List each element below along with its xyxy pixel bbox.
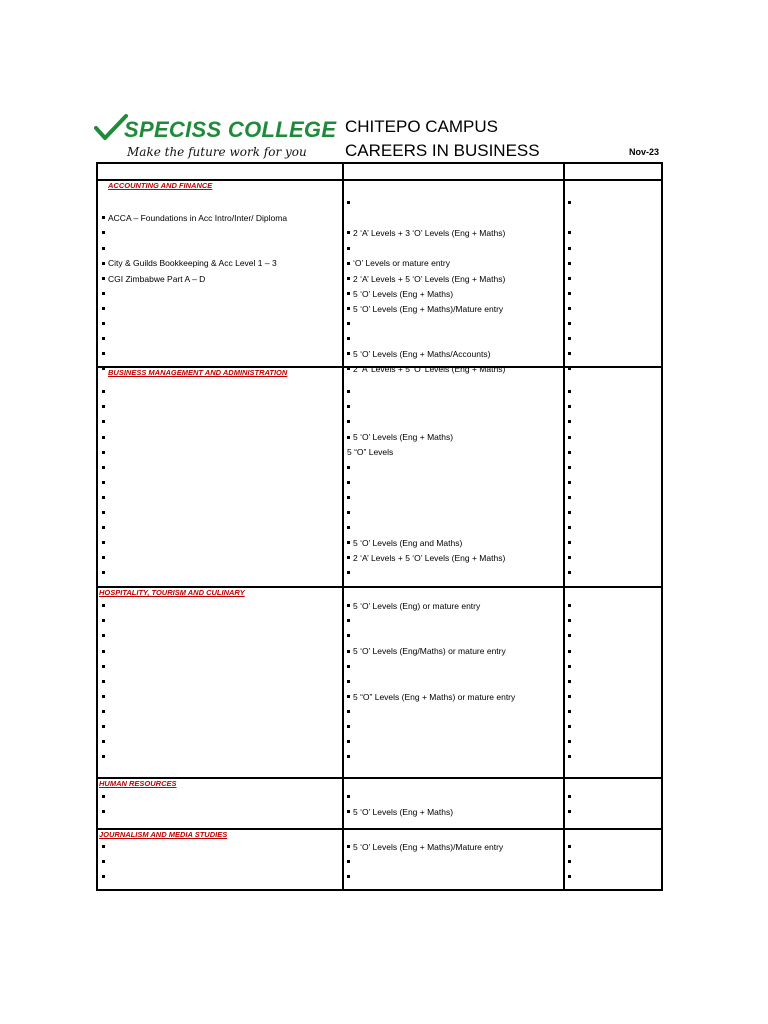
bullet-icon	[568, 262, 571, 265]
list-bullet	[347, 722, 353, 732]
list-bullet	[568, 349, 574, 359]
list-bullet	[347, 523, 353, 533]
bullet-icon	[347, 307, 350, 310]
bullet-icon	[102, 352, 105, 355]
cell-text: 5 ‘O’ Levels (Eng + Maths)/Mature entry	[353, 842, 504, 852]
bullet-icon	[347, 725, 350, 728]
list-bullet	[347, 568, 353, 578]
bullet-icon	[102, 810, 105, 813]
table-cell	[347, 601, 480, 611]
bullet-icon	[347, 571, 350, 574]
bullet-icon	[347, 680, 350, 683]
bullet-icon	[347, 634, 350, 637]
list-bullet	[347, 737, 353, 747]
bullet-icon	[102, 390, 105, 393]
bullet-icon	[102, 420, 105, 423]
campus-title: CHITEPO CAMPUS	[345, 117, 499, 136]
table-cell	[347, 432, 453, 442]
bullet-icon	[102, 556, 105, 559]
table-cell	[102, 274, 205, 284]
list-bullet	[102, 228, 108, 238]
bullet-icon	[102, 571, 105, 574]
list-bullet	[347, 493, 353, 503]
cell-text: 5 ‘O’ Levels (Eng + Maths)	[353, 807, 454, 818]
section-heading: ACCOUNTING AND FINANCE	[108, 181, 213, 190]
list-bullet	[102, 478, 108, 488]
table-column-rule	[342, 162, 344, 891]
bullet-icon	[347, 322, 350, 325]
bullet-icon	[568, 755, 571, 758]
bullet-icon	[347, 875, 350, 878]
list-bullet	[568, 478, 574, 488]
bullet-icon	[102, 680, 105, 683]
cell-text: ACCA – Foundations in Acc Intro/Inter/ Diploma	[108, 213, 288, 224]
list-bullet	[568, 661, 574, 671]
bullet-icon	[568, 875, 571, 878]
bullet-icon	[102, 496, 105, 499]
checkmark-icon	[94, 114, 128, 144]
bullet-icon	[568, 795, 571, 798]
bullet-icon	[347, 695, 350, 698]
bullet-icon	[568, 292, 571, 295]
list-bullet	[102, 387, 108, 397]
list-bullet	[347, 198, 353, 208]
document-date: Nov-23	[629, 147, 660, 157]
table-cell	[347, 692, 515, 702]
bullet-icon	[102, 322, 105, 325]
list-bullet	[568, 601, 574, 611]
bullet-icon	[102, 795, 105, 798]
list-bullet	[347, 402, 353, 412]
bullet-icon	[102, 231, 105, 234]
list-bullet	[102, 319, 108, 329]
bullet-icon	[568, 740, 571, 743]
bullet-icon	[102, 634, 105, 637]
list-bullet	[102, 601, 108, 611]
list-bullet	[102, 432, 108, 442]
table-cell	[347, 842, 503, 852]
bullet-icon	[102, 337, 105, 340]
table-cell	[102, 213, 287, 223]
bullet-icon	[347, 556, 350, 559]
list-bullet	[102, 523, 108, 533]
list-bullet	[102, 857, 108, 867]
bullet-icon	[568, 390, 571, 393]
bullet-icon	[568, 619, 571, 622]
list-bullet	[102, 304, 108, 314]
bullet-icon	[568, 511, 571, 514]
list-bullet	[568, 792, 574, 802]
list-bullet	[102, 508, 108, 518]
table-cell	[347, 807, 453, 817]
bullet-icon	[568, 860, 571, 863]
bullet-icon	[347, 619, 350, 622]
bullet-icon	[102, 405, 105, 408]
list-bullet	[347, 677, 353, 687]
college-name: SPECISS COLLEGE	[124, 117, 337, 142]
bullet-icon	[568, 496, 571, 499]
cell-text: 5 ‘O’ Levels (Eng) or mature entry	[353, 601, 481, 611]
bullet-icon	[568, 307, 571, 310]
list-bullet	[568, 857, 574, 867]
cell-text: 5 “O” Levels (Eng + Maths) or mature entry	[353, 691, 516, 702]
bullet-icon	[347, 277, 350, 280]
bullet-icon	[568, 556, 571, 559]
bullet-icon	[102, 695, 105, 698]
bullet-icon	[568, 451, 571, 454]
list-bullet	[102, 752, 108, 762]
bullet-icon	[102, 845, 105, 848]
table-cell	[347, 258, 450, 268]
list-bullet	[347, 334, 353, 344]
bullet-icon	[568, 201, 571, 204]
bullet-icon	[347, 526, 350, 529]
bullet-icon	[102, 277, 105, 280]
bullet-icon	[347, 292, 350, 295]
list-bullet	[102, 661, 108, 671]
cell-text: City & Guilds Bookkeeping & Acc Level 1 – 3	[108, 258, 277, 269]
bullet-icon	[102, 740, 105, 743]
list-bullet	[102, 722, 108, 732]
bullet-icon	[347, 420, 350, 423]
list-bullet	[102, 807, 108, 817]
bullet-icon	[568, 604, 571, 607]
bullet-icon	[568, 650, 571, 653]
bullet-icon	[347, 511, 350, 514]
list-bullet	[568, 692, 574, 702]
bullet-icon	[347, 337, 350, 340]
bullet-icon	[102, 860, 105, 863]
list-bullet	[347, 857, 353, 867]
bullet-icon	[347, 231, 350, 234]
bullet-icon	[568, 337, 571, 340]
table-column-rule	[96, 162, 98, 891]
table-rule	[96, 777, 662, 779]
list-bullet	[568, 319, 574, 329]
list-bullet	[347, 661, 353, 671]
list-bullet	[568, 553, 574, 563]
bullet-icon	[347, 665, 350, 668]
bullet-icon	[102, 619, 105, 622]
table-cell	[347, 274, 505, 284]
cell-text: 5 ‘O’ Levels (Eng + Maths)	[353, 288, 454, 299]
table-cell	[347, 553, 505, 563]
bullet-icon	[102, 466, 105, 469]
table-cell	[347, 349, 490, 359]
list-bullet	[347, 707, 353, 717]
list-bullet	[568, 616, 574, 626]
careers-table	[96, 162, 662, 891]
section-heading: BUSINESS MANAGEMENT AND ADMINISTRATION	[108, 368, 288, 377]
list-bullet	[102, 553, 108, 563]
list-bullet	[102, 707, 108, 717]
cell-text: 5 “O” Levels	[347, 447, 394, 458]
bullet-icon	[568, 322, 571, 325]
college-logo	[94, 112, 337, 162]
list-bullet	[347, 631, 353, 641]
bullet-icon	[102, 875, 105, 878]
list-bullet	[568, 752, 574, 762]
list-bullet	[102, 872, 108, 882]
list-bullet	[568, 364, 574, 374]
bullet-icon	[568, 810, 571, 813]
cell-text: 2 ‘A’ Levels + 5 ‘O’ Levels (Eng + Maths)	[353, 273, 506, 284]
list-bullet	[347, 463, 353, 473]
bullet-icon	[102, 725, 105, 728]
bullet-icon	[568, 634, 571, 637]
bullet-icon	[102, 307, 105, 310]
list-bullet	[102, 538, 108, 548]
list-bullet	[102, 417, 108, 427]
bullet-icon	[568, 466, 571, 469]
bullet-icon	[102, 247, 105, 250]
list-bullet	[568, 243, 574, 253]
bullet-icon	[102, 665, 105, 668]
bullet-icon	[102, 481, 105, 484]
list-bullet	[568, 274, 574, 284]
list-bullet	[102, 631, 108, 641]
bullet-icon	[102, 710, 105, 713]
bullet-icon	[347, 710, 350, 713]
bullet-icon	[347, 650, 350, 653]
bullet-icon	[568, 526, 571, 529]
bullet-icon	[568, 571, 571, 574]
bullet-icon	[102, 604, 105, 607]
list-bullet	[347, 417, 353, 427]
list-bullet	[102, 842, 108, 852]
cell-text: 5 ‘O’ Levels (Eng + Maths/Accounts)	[353, 349, 491, 359]
list-bullet	[568, 523, 574, 533]
bullet-icon	[102, 526, 105, 529]
bullet-icon	[568, 725, 571, 728]
bullet-icon	[568, 665, 571, 668]
bullet-icon	[568, 367, 571, 370]
list-bullet	[568, 872, 574, 882]
list-bullet	[568, 432, 574, 442]
list-bullet	[568, 646, 574, 656]
list-bullet	[347, 616, 353, 626]
bullet-icon	[102, 262, 105, 265]
list-bullet	[568, 463, 574, 473]
cell-text: CGI Zimbabwe Part A – D	[108, 273, 206, 284]
list-bullet	[102, 289, 108, 299]
list-bullet	[568, 707, 574, 717]
section-heading: JOURNALISM AND MEDIA STUDIES	[99, 830, 228, 839]
bullet-icon	[347, 201, 350, 204]
list-bullet	[568, 631, 574, 641]
list-bullet	[102, 463, 108, 473]
bullet-icon	[102, 292, 105, 295]
bullet-icon	[347, 496, 350, 499]
list-bullet	[347, 752, 353, 762]
table-cell	[102, 258, 277, 268]
list-bullet	[102, 792, 108, 802]
list-bullet	[102, 646, 108, 656]
list-bullet	[568, 722, 574, 732]
table-cell	[347, 364, 505, 374]
bullet-icon	[347, 541, 350, 544]
table-column-rule	[563, 162, 565, 891]
bullet-icon	[347, 262, 350, 265]
bullet-icon	[347, 390, 350, 393]
cell-text: 5 ‘O’ Levels (Eng and Maths)	[353, 538, 463, 548]
table-cell	[347, 228, 505, 238]
list-bullet	[568, 334, 574, 344]
bullet-icon	[347, 604, 350, 607]
bullet-icon	[102, 436, 105, 439]
bullet-icon	[568, 436, 571, 439]
table-cell	[347, 538, 462, 548]
list-bullet	[102, 447, 108, 457]
list-bullet	[568, 198, 574, 208]
table-cell	[347, 289, 453, 299]
list-bullet	[568, 402, 574, 412]
table-rule	[96, 889, 662, 891]
cell-text: 5 ‘O’ Levels (Eng + Maths)	[353, 432, 454, 443]
list-bullet	[568, 387, 574, 397]
list-bullet	[102, 737, 108, 747]
list-bullet	[568, 842, 574, 852]
bullet-icon	[102, 216, 105, 219]
bullet-icon	[102, 367, 105, 370]
bullet-icon	[102, 650, 105, 653]
table-cell	[347, 447, 393, 457]
bullet-icon	[568, 277, 571, 280]
bullet-icon	[347, 740, 350, 743]
list-bullet	[568, 737, 574, 747]
list-bullet	[102, 692, 108, 702]
table-cell	[347, 304, 503, 314]
bullet-icon	[347, 466, 350, 469]
bullet-icon	[347, 845, 350, 848]
bullet-icon	[568, 710, 571, 713]
list-bullet	[102, 349, 108, 359]
bullet-icon	[568, 481, 571, 484]
bullet-icon	[568, 231, 571, 234]
cell-text: 2 ‘A’ Levels + 5 ‘O’ Levels (Eng + Maths)	[353, 364, 506, 375]
document-title: CAREERS IN BUSINESS	[345, 141, 540, 160]
bullet-icon	[568, 247, 571, 250]
list-bullet	[568, 228, 574, 238]
bullet-icon	[347, 352, 350, 355]
bullet-icon	[102, 451, 105, 454]
table-column-rule	[661, 162, 663, 891]
list-bullet	[102, 402, 108, 412]
list-bullet	[568, 289, 574, 299]
list-bullet	[568, 807, 574, 817]
bullet-icon	[102, 541, 105, 544]
bullet-icon	[568, 695, 571, 698]
bullet-icon	[102, 511, 105, 514]
list-bullet	[568, 493, 574, 503]
section-heading: HUMAN RESOURCES	[99, 779, 177, 788]
list-bullet	[568, 447, 574, 457]
bullet-icon	[568, 352, 571, 355]
bullet-icon	[347, 247, 350, 250]
cell-text: 5 ‘O’ Levels (Eng + Maths)/Mature entry	[353, 303, 504, 314]
bullet-icon	[568, 680, 571, 683]
list-bullet	[568, 538, 574, 548]
list-bullet	[102, 677, 108, 687]
list-bullet	[347, 478, 353, 488]
list-bullet	[102, 616, 108, 626]
cell-text: ‘O’ Levels or mature entry	[353, 258, 450, 269]
section-heading: HOSPITALITY, TOURISM AND CULINARY	[99, 588, 245, 597]
list-bullet	[568, 568, 574, 578]
bullet-icon	[347, 405, 350, 408]
bullet-icon	[568, 541, 571, 544]
college-tagline: Make the future work for you	[127, 145, 307, 159]
list-bullet	[102, 568, 108, 578]
bullet-icon	[568, 420, 571, 423]
bullet-icon	[347, 481, 350, 484]
bullet-icon	[568, 845, 571, 848]
bullet-icon	[102, 755, 105, 758]
list-bullet	[102, 243, 108, 253]
cell-text: 5 ‘O’ Levels (Eng/Maths) or mature entry	[353, 646, 506, 657]
table-rule	[96, 162, 662, 164]
list-bullet	[102, 334, 108, 344]
list-bullet	[568, 304, 574, 314]
list-bullet	[347, 792, 353, 802]
bullet-icon	[347, 436, 350, 439]
bullet-icon	[347, 755, 350, 758]
list-bullet	[102, 493, 108, 503]
list-bullet	[347, 872, 353, 882]
bullet-icon	[347, 810, 350, 813]
list-bullet	[347, 243, 353, 253]
list-bullet	[347, 387, 353, 397]
cell-text: 2 ‘A’ Levels + 5 ‘O’ Levels (Eng + Maths)	[353, 553, 506, 564]
bullet-icon	[347, 860, 350, 863]
list-bullet	[568, 508, 574, 518]
bullet-icon	[347, 795, 350, 798]
table-cell	[347, 646, 506, 656]
list-bullet	[568, 258, 574, 268]
list-bullet	[568, 417, 574, 427]
list-bullet	[568, 677, 574, 687]
list-bullet	[347, 508, 353, 518]
cell-text: 2 ‘A’ Levels + 3 ‘O’ Levels (Eng + Maths)	[353, 228, 506, 239]
list-bullet	[347, 319, 353, 329]
bullet-icon	[568, 405, 571, 408]
bullet-icon	[347, 367, 350, 370]
